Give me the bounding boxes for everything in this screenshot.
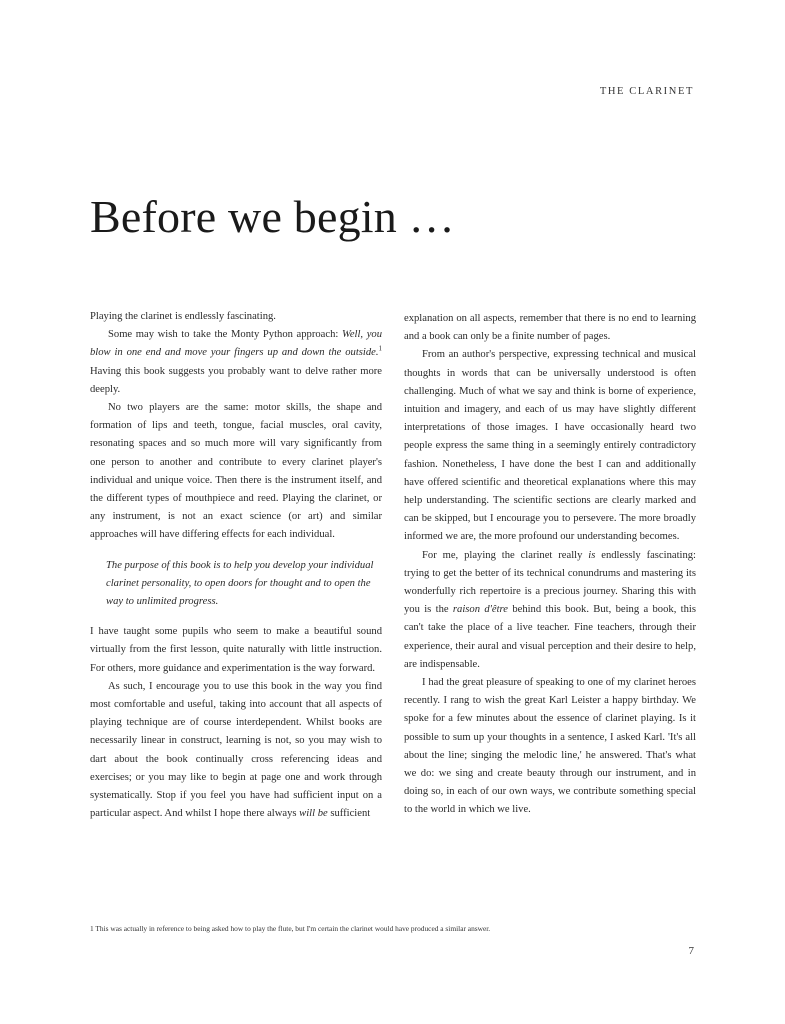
paragraph-3: No two players are the same: motor skills, the shape and formation of lips and teeth, tongue, facial muscles, oral cavity, resonating spaces and so much more will vary significantly from one person to another and contribute to every clarinet player's individual and unique voice. Then there is the instrument itself, and the different types of mouthpiece and reed. Playing the clarinet, or any instrument, is not an exact science (or art) and similar approaches will have differing effects for each individual. xyxy=(90,402,382,541)
paragraph-1: Playing the clarinet is endlessly fascinating. xyxy=(90,311,276,322)
paragraph-8: I had the great pleasure of speaking to one of my clarinet heroes recently. I rang to wish the great Karl Leister a happy birthday. We spoke for a few minutes about the essence of clarinet playing. Is it possible to sum up your thoughts in a sentence, I asked Karl. 'It's all about the line; singing the melodic line,' he answered. That's what we do: we sing and create beauty through our instrument, and in doing so, in each of our own ways, we contribute something special to the world in which we live. xyxy=(404,677,696,816)
paragraph-5-text-a: As such, I encourage you to use this book in the way you find most comfortable and useful, taking into account that all aspects of playing technique are of course interdependent. Whilst books are necessarily linear in construct, learning is not, so you may wish to dart about the book continually cross referencing ideas and exercises; or you may like to begin at page one and work through systematically. Stop if you feel you have had sufficient input on a particular aspect. And whilst I hope there always xyxy=(90,680,382,820)
right-column xyxy=(404,310,696,820)
paragraph-2 xyxy=(90,326,382,399)
left-column xyxy=(90,308,382,823)
paragraph-5-emphasis: will be xyxy=(299,808,328,820)
paragraph-7-text-a: For me, playing the clarinet really xyxy=(422,549,589,561)
paragraph-4: I have taught some pupils who seem to make a beautiful sound virtually from the first lesson, quite naturally with little instruction. For others, more guidance and experimentation is the way forward. xyxy=(90,626,382,674)
paragraph-5 xyxy=(90,678,382,824)
paragraph-7-text-c: behind this book. But, being a book, this can't take the place of a live teacher. Fine teachers, through their experience, their aural and visual perception and their desire to help, are indispensable. xyxy=(404,604,696,670)
block-quote: The purpose of this book is to help you develop your individual clarinet personality, to open doors for thought and to open the way to unlimited progress. xyxy=(106,559,374,608)
paragraph-5-continued: explanation on all aspects, remember that there is no end to learning and a book can only be a finite number of pages. xyxy=(404,313,696,343)
paragraph-6: From an author's perspective, expressing technical and musical thoughts in words that can be universally understood is often challenging. Much of what we say and think is borne of experience, intuition and imagery, and each of us may have slightly different interpretations of those images. I have occasionally heard two people express the same thing in a seemingly entirely contradictory fashion. Nonetheless, I have done the best I can and additionally have offered scientific and theoretical explanations where this may help understanding. The scientific sections are clearly marked and can be skipped, but I encourage you to persevere. The more broadly informed we are, the more profound our understanding becomes. xyxy=(404,349,696,543)
paragraph-2-text-b: Having this book suggests you probably want to delve rather more deeply. xyxy=(90,365,382,395)
footnote-reference: 1 xyxy=(378,344,382,353)
paragraph-5-text-b: sufficient xyxy=(327,808,371,820)
page-number: 7 xyxy=(688,945,694,957)
chapter-title: Before we begin … xyxy=(90,191,455,242)
running-head: THE CLARINET xyxy=(599,86,694,97)
paragraph-7-text-b: endlessly fascinating: trying to get the better of its technical conundrums and mastering its wonderfully rich repertoire is a precious journey. Sharing this with you is the xyxy=(404,549,696,616)
paragraph-2-text-a: Some may wish to take the Monty Python approach: xyxy=(108,329,342,341)
paragraph-7-emphasis-raison: raison d'être xyxy=(452,604,508,616)
paragraph-7-emphasis-is: is xyxy=(588,549,596,561)
paragraph-7 xyxy=(404,547,696,674)
footnote: 1 This was actually in reference to being asked how to play the flute, but I'm certain the clarinet would have produced a similar answer. xyxy=(90,924,491,933)
monty-python-quote: Well, you blow in one end and move your fingers up and down the outside. xyxy=(90,329,382,359)
